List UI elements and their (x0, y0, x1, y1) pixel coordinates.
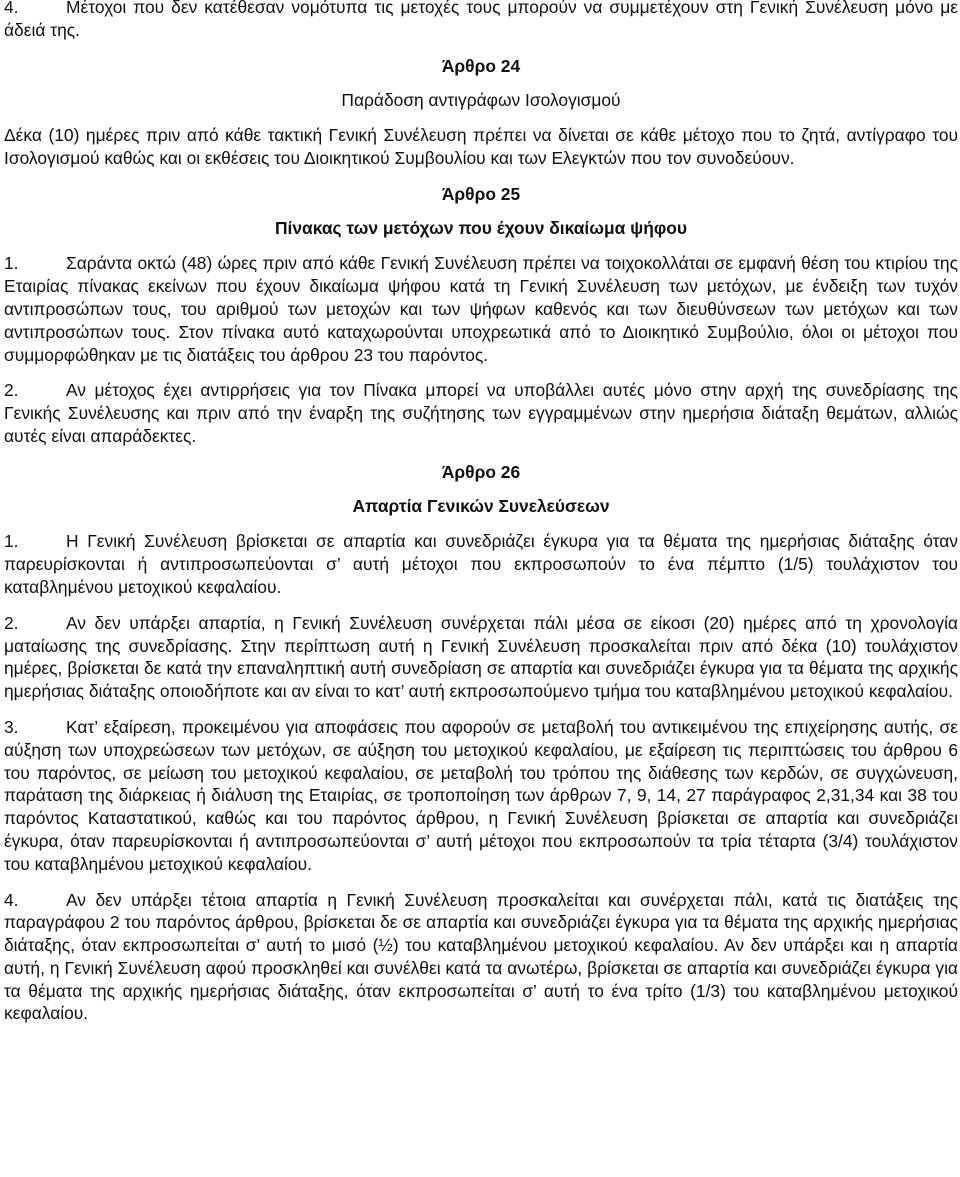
paragraph-number: 4. (4, 0, 19, 17)
paragraph-text: Κατ’ εξαίρεση, προκειμένου για αποφάσεις που αφορούν σε μεταβολή του αντικειμένου της επιχείρησης αυτής, σε αύξηση των υποχρεώσεων των μετόχων, σε αύξηση του μετοχικού κεφαλαίου, με εξαίρεση τις περιπτώσεις του άρθρου 6 του παρόντος, σε μείωση του μετοχικού κεφαλαίου, σε μεταβολή του τρόπου της διάθεσης των κερδών, σε συγχώνευση, παράταση της διάρκειας ή διάλυση της Εταιρίας, σε τροποποίηση των άρθρων 7, 9, 14, 27 παράγραφος 2,31,34 και 38 του παρόντος Καταστατικού, καθώς και του παρόντος άρθρου, η Γενική Συνέλευση βρίσκεται σε απαρτία και συνεδριάζει έγκυρα, όταν παρευρίσκονται ή αντιπροσωπεύονται σ’ αυτή μέτοχοι που εκπροσωπούν τα τρία τέταρτα (3/4) τουλάχιστον του καταβλημένου μετοχικού κεφαλαίου. (4, 716, 958, 874)
document-page (4, 0, 958, 1025)
article-26-paragraph-1 (4, 530, 958, 598)
paragraph-number: 1. (4, 253, 19, 274)
article-26-paragraph-4 (4, 889, 958, 1026)
article-24-title: Άρθρο 24 (441, 55, 521, 76)
paragraph-number: 2. (4, 612, 19, 633)
paragraph-text: Αν δεν υπάρξει τέτοια απαρτία η Γενική Συνέλευση προσκαλείται και συνέρχεται πάλι, κατά τις διατάξεις της παραγράφου 2 του παρόντος άρθρου, βρίσκεται δε σε απαρτία και συνεδριάζει έγκυρα για τα θέματα της αρχικής ημερήσιας διάταξης, όταν εκπροσωπείται σ’ αυτή το μισό (½) του καταβλημένου μετοχικού κεφαλαίου. Αν δεν υπάρξει και η απαρτία αυτή, η Γενική Συνέλευση αφού προσκληθεί και συνέλθει κατά τα ανωτέρω, βρίσκεται σε απαρτία και συνεδριάζει έγκυρα για τα θέματα της αρχικής ημερήσιας διάταξης, όταν εκπροσωπείται σ’ αυτή το ένα τρίτο (1/3) του καταβλημένου μετοχικού κεφαλαίου. (4, 889, 958, 1024)
paragraph-text: Σαράντα οκτώ (48) ώρες πριν από κάθε Γενική Συνέλευση πρέπει να τοιχοκολλάται σε εμφανή θέση του κτιρίου της Εταιρίας πίνακας εκείνων που έχουν δικαίωμα ψήφου κατά τη Γενική Συνέλευση των μετόχων, με ένδειξη των τυχόν αντιπροσώπων τους, του αριθμού των μετοχών και των ψήφων καθενός και των διευθύνσεων των μετόχων και των αντιπροσώπων τους. Στον πίνακα αυτό καταχωρούνται υποχρεωτικά από το Διοικητικό Συμβούλιο, όλοι οι μέτοχοι που συμμορφώθηκαν με τις διατάξεις του άρθρου 23 του παρόντος. (4, 253, 958, 365)
article-25-subtitle: Πίνακας των μετόχων που έχουν δικαίωμα ψήφου (274, 217, 688, 238)
paragraph-text: Δέκα (10) ημέρες πριν από κάθε τακτική Γενική Συνέλευση πρέπει να δίνεται σε κάθε μέτοχο που το ζητά, αντίγραφο του Ισολογισμού καθώς και οι εκθέσεις του Διοικητικού Συμβουλίου και των Ελεγκτών που τον συνοδεύουν. (4, 125, 958, 168)
article-26-title: Άρθρο 26 (441, 461, 521, 482)
paragraph-text: Αν δεν υπάρξει απαρτία, η Γενική Συνέλευση συνέρχεται πάλι μέσα σε είκοσι (20) ημέρες από τη χρονολογία ματαίωσης της συνεδρίασης. Στην περίπτωση αυτή η Γενική Συνέλευση προσκαλείται πριν από δέκα (10) τουλάχιστον ημέρες, βρίσκεται δε κατά την επαναληπτική αυτή συνεδρίαση σε απαρτία και συνεδριάζει έγκυρα για τα θέματα της αρχικής ημερήσιας διάταξης οποιοδήποτε και αν είναι το κατ’ αυτή εκπροσωπούμενο τμήμα του καταβλημένου μετοχικού κεφαλαίου. (4, 612, 958, 702)
paragraph-text: Μέτοχοι που δεν κατέθεσαν νομότυπα τις μετοχές τους μπορούν να συμμετέχουν στη Γενική Συνέλευση μόνο με άδειά της. (4, 0, 958, 40)
paragraph-text: Αν μέτοχος έχει αντιρρήσεις για τον Πίνακα μπορεί να υποβάλλει αυτές μόνο στην αρχή της συνεδρίασης της Γενικής Συνέλευσης και πριν από την έναρξη της συζήτησης των εγγραμμένων στην ημερήσια διάταξη θεμάτων, αλλιώς αυτές είναι απαράδεκτες. (4, 380, 958, 446)
article-26-subtitle: Απαρτία Γενικών Συνελεύσεων (352, 495, 610, 516)
paragraph-4-prev (4, 0, 958, 42)
article-25-paragraph-2 (4, 379, 958, 447)
article-26-paragraph-2 (4, 612, 958, 703)
paragraph-text: Η Γενική Συνέλευση βρίσκεται σε απαρτία και συνεδριάζει έγκυρα για τα θέματα της ημερήσιας διάταξης όταν παρευρίσκονται ή αντιπροσωπεύονται σ’ αυτή μέτοχοι που εκπροσωπούν το ένα πέμπτο (1/5) τουλάχιστον του καταβλημένου μετοχικού κεφαλαίου. (4, 531, 958, 597)
paragraph-number: 2. (4, 380, 19, 401)
paragraph-number: 4. (4, 889, 19, 910)
article-24-text (4, 124, 958, 170)
article-24-subtitle: Παράδοση αντιγράφων Ισολογισμού (341, 90, 621, 111)
paragraph-number: 1. (4, 531, 19, 552)
article-25-paragraph-1 (4, 252, 958, 366)
article-25-title: Άρθρο 25 (441, 183, 521, 204)
paragraph-number: 3. (4, 716, 19, 737)
article-26-paragraph-3 (4, 716, 958, 876)
